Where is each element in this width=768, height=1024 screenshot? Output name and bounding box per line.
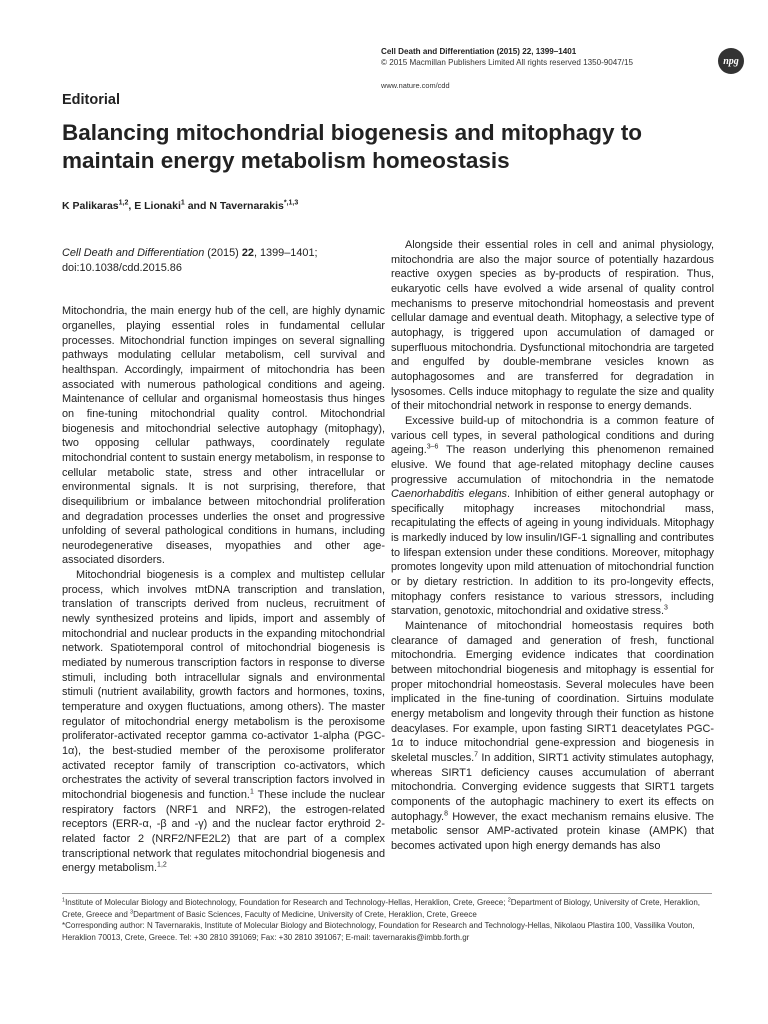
doi: doi:10.1038/cdd.2015.86 [62, 261, 182, 274]
body-paragraph: Mitochondrial biogenesis is a complex and multistep cellular process, which involves mtDNA transcription and translation, translation of transcripts derived from nucleus, recruitment of newly synthesized proteins and lipids, import and assembly of mitochondrial and nuclear products in the expanding mitochondrial network. Spatiotemporal control of mitochondrial biogenesis is mediated by numerous transcription factors in response to diverse stimuli, including both intracellular signals and environmental stimuli (nutrient availability, growth factors and hormones, toxins, temperature and oxygen fluctuations, among others). The master regulator of mitochondrial energy metabolism is the peroxisome proliferator-activated receptor gamma co-activator 1-alpha (PGC-1α), the best-studied member of the peroxisome proliferator activated receptor family of transcription co-activators, which orchestrates the activity of several transcription factors involved in mitochondrial biogenesis and function.$^1$ These include the nuclear respiratory factors (NRF1 and NRF2), the estrogen-related receptors (ERR-α, -β and -γ) and the nuclear factor erythroid 2-related factor 2 (NRF2/NFE2L2) that are part of a complex transcriptional network that regulates mitochondrial biogenesis and energy metabolism.$^{1,2}$ [62, 569, 385, 875]
author-name: E Lionaki [134, 200, 181, 212]
reference-marker: 3–6 [426, 443, 439, 451]
affiliations-footnote: $^1$Institute of Molecular Biology and Biotechnology, Foundation for Research and Technology-Hellas, Heraklion, Crete, Greece; $^2$Department of Biology, University of Crete, Heraklion, Crete, Greece and $^3$Department of Basic Sciences, Faculty of Medicine, University of Crete, Heraklion, Crete, Greece [62, 897, 701, 919]
corresponding-author-footnote: *Corresponding author: N Tavernarakis, Institute of Molecular Biology and Biotechnology, Foundation for Research and Technology-Hellas, Nikolaou Plastira 100, Vassilika Vouton, Heraklion 70013, Crete, Greece. Tel: +30 2810 391069; Fax: +30 2810 391067; E-mail: tavernarakis@imbb.forth.gr [62, 921, 695, 942]
left-column [62, 246, 385, 876]
article-title: Balancing mitochondrial biogenesis and mitophagy to maintain energy metabolism homeostasis [62, 120, 643, 173]
publisher-logo: npg [718, 48, 744, 74]
author-list: K Palikaras$^{1,2}$, E Lionaki$^1$ and N Tavernarakis$^{*,1,3}$ [62, 199, 299, 212]
species-name: Caenorhabditis elegans [391, 488, 507, 501]
author-name: K Palikaras [62, 200, 119, 212]
article-citation: Cell Death and Differentiation (2015) 22, 1399–1401; doi:10.1038/cdd.2015.86 [62, 247, 318, 274]
author-affiliation: *,1,3 [283, 199, 299, 207]
copyright-line: © 2015 Macmillan Publishers Limited All rights reserved 1350-9047/15 [381, 58, 634, 67]
journal-url: www.nature.com/cdd [381, 81, 450, 90]
reference-marker: 1,2 [157, 861, 167, 869]
right-column [391, 238, 714, 854]
journal-citation-line: Cell Death and Differentiation (2015) 22, 1399–1401 [381, 47, 577, 56]
reference-marker: 1 [249, 788, 254, 796]
body-paragraph: Excessive build-up of mitochondria is a common feature of various cell types, in several pathological conditions and during ageing.$^{3-6}$ The reason underlying this phenomenon remained elusive. We found that age-related mitophagy decline causes progressive accumulation of mitochondria in the nematode Caenorhabditis elegans. Inhibition of either general autophagy or specifically mitophagy increases mitochondrial mass, recapitulating the effects of ageing in young individuals. Mitophagy is markedly induced by low insulin/IGF-1 signalling and contributes to lifespan extension under these conditions. Moreover, mitophagy promotes longevity upon mild attenuation of mitochondrial function or by dietary restriction. In addition to its pro-longevity effects, mitophagy confers resistance to various stressors, including starvation, genotoxic, mitochondrial and oxidative stress.$^3$ [391, 414, 715, 618]
body-paragraph: Alongside their essential roles in cell and animal physiology, mitochondria are also the major source of potentially hazardous reactive oxygen species as by-products of respiration. Thus, eukaryotic cells have evolved a wide arsenal of quality control mechanisms to preserve mitochondrial homeostasis and prevent cellular damage and eventual death. Mitophagy, a selective type of autophagy, is triggered upon accumulation of damaged or superfluous mitochondria. Dysfunctional mitochondria are targeted and engulfed by double-membrane vesicles known as autophagosomes and are transferred for degradation in lysosomes. Cells induce mitophagy to regulate the size and quality of their mitochondrial network in response to energy demands. [391, 239, 714, 413]
author-affiliation: 1,2 [118, 199, 129, 207]
reference-marker: 3 [664, 604, 668, 612]
body-paragraph: Mitochondria, the main energy hub of the cell, are highly dynamic organelles, playing essential roles in fundamental cellular processes. Mitochondrial function impinges on several signalling pathways modulating cellular metabolism, cell survival and healthspan. Accordingly, impairment of mitochondria has been associated with numerous pathological conditions and ageing. Maintenance of cellular and organismal homeostasis thus hinges on fine-tuning mitochondrial quality control. Mitochondrial biogenesis and mitochondrial selective autophagy (mitophagy), two opposing cellular pathways, coordinately regulate mitochondrial content to sustain energy metabolism, in response to cellular metabolic state, stress and other intracellular or environmental signals. It is not surprising, therefore, that disequilibrium or imbalance between mitochondrial proliferation and degradation processes underlies the onset and progressive unfolding of several pathological conditions in humans, including neurodegenerative diseases, myopathies and other age-associated disorders. [62, 305, 385, 567]
author-affiliation: 1 [180, 199, 185, 207]
author-name: N Tavernarakis [209, 200, 284, 212]
journal-header [381, 46, 711, 91]
reference-marker: 8 [444, 809, 448, 817]
footnote-divider [62, 893, 712, 894]
body-paragraph: Maintenance of mitochondrial homeostasis requires both clearance of damaged and generation of fresh, functional mitochondria. Emerging evidence indicates that coordination between mitochondrial biogenesis and mitophagy is essential for proper mitochondrial homeostasis. Several molecules have been implicated in the fine-tuning of coordination. Sirtuins modulate energy metabolism and longevity through their function as histone deacylases. For example, upon fasting SIRT1 deacetylates PGC-1α to induce mitochondrial gene-expression and biogenesis in skeletal muscles.$^7$ In addition, SIRT1 activity stimulates autophagy, whereas SIRT1 deficiency causes accumulation of aberrant mitochondria. Converging evidence suggests that SIRT1 targets components of the autophagic machinery to exert its effects on autophagy.$^8$ However, the exact mechanism remains elusive. The metabolic sensor AMP-activated protein kinase (AMPK) that becomes activated upon high energy demands has also [391, 620, 714, 852]
footnotes [62, 897, 712, 943]
reference-marker: 7 [474, 751, 479, 759]
article-type-label: Editorial [62, 92, 121, 108]
